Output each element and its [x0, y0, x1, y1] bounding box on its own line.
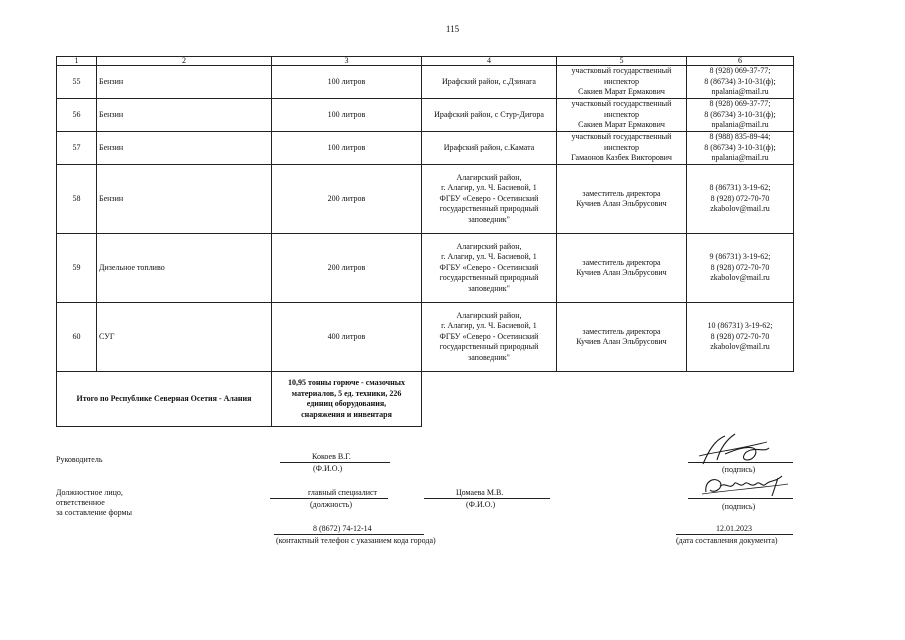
- phone-underline: [274, 534, 424, 535]
- resource-name: Бензин: [97, 132, 272, 165]
- fio-caption: (Ф.И.О.): [466, 500, 496, 509]
- resource-name: Бензин: [97, 99, 272, 132]
- column-number-row: [57, 57, 794, 66]
- responsible-person: заместитель директора Кучиев Алан Эльбрусович: [557, 303, 687, 372]
- resource-location: Алагирский район, г. Алагир, ул. Ч. Басиевой, 1 ФГБУ «Северо - Осетинский государственный природный заповедник": [422, 234, 557, 303]
- signature-image: [695, 430, 775, 470]
- resource-location: Ирафский район, с Стур-Дигора: [422, 99, 557, 132]
- empty-cell: [422, 372, 557, 427]
- resource-quantity: 100 литров: [272, 132, 422, 165]
- page-number: 115: [445, 24, 460, 34]
- table-row: [57, 303, 794, 372]
- resource-name: Бензин: [97, 165, 272, 234]
- row-number: 55: [57, 66, 97, 99]
- resource-name: Бензин: [97, 66, 272, 99]
- document-date: 12.01.2023: [716, 524, 752, 533]
- head-name: Кокоев В.Г.: [312, 452, 351, 461]
- empty-cell: [687, 372, 794, 427]
- contacts: 8 (928) 069-37-77; 8 (86734) 3-10-31(ф); npalania@mail.ru: [687, 66, 794, 99]
- row-number: 60: [57, 303, 97, 372]
- row-number: 59: [57, 234, 97, 303]
- table-row: [57, 99, 794, 132]
- resource-location: Ирафский район, с.Дзинага: [422, 66, 557, 99]
- row-number: 56: [57, 99, 97, 132]
- position: главный специалист: [308, 488, 378, 497]
- column-number: 5: [557, 57, 687, 66]
- official-name: Цомаева М.В.: [456, 488, 504, 497]
- position-underline: [270, 498, 388, 499]
- phone-caption: (контактный телефон с указанием кода города): [276, 536, 436, 545]
- resource-quantity: 400 литров: [272, 303, 422, 372]
- phone: 8 (8672) 74-12-14: [313, 524, 372, 533]
- responsible-person: участковый государственный инспектор Гамаонов Казбек Викторович: [557, 132, 687, 165]
- contacts: 9 (86731) 3-19-62; 8 (928) 072-70-70 zkabolov@mail.ru: [687, 234, 794, 303]
- date-caption: (дата составления документа): [676, 536, 778, 545]
- head-label: Руководитель: [56, 455, 103, 464]
- column-number: 1: [57, 57, 97, 66]
- resource-quantity: 100 литров: [272, 99, 422, 132]
- signature-image: [700, 472, 795, 502]
- position-caption: (должность): [310, 500, 352, 509]
- fio-caption: (Ф.И.О.): [313, 464, 343, 473]
- resource-location: Ирафский район, с.Камата: [422, 132, 557, 165]
- responsible-person: заместитель директора Кучиев Алан Эльбрусович: [557, 165, 687, 234]
- resources-table: [56, 56, 794, 427]
- signature-caption: (подпись): [722, 465, 756, 474]
- empty-cell: [557, 372, 687, 427]
- responsible-person: участковый государственный инспектор Сакиев Марат Ермакович: [557, 99, 687, 132]
- contacts: 8 (86731) 3-19-62; 8 (928) 072-70-70 zkabolov@mail.ru: [687, 165, 794, 234]
- table-row: [57, 66, 794, 99]
- column-number: 3: [272, 57, 422, 66]
- resource-quantity: 200 литров: [272, 234, 422, 303]
- total-label: Итого по Республике Северная Осетия - Алания: [57, 372, 272, 427]
- resource-name: СУГ: [97, 303, 272, 372]
- row-number: 58: [57, 165, 97, 234]
- resource-quantity: 100 литров: [272, 66, 422, 99]
- table-row: [57, 234, 794, 303]
- responsible-person: участковый государственный инспектор Сакиев Марат Ермакович: [557, 66, 687, 99]
- table-row: [57, 165, 794, 234]
- contacts: 8 (928) 069-37-77; 8 (86734) 3-10-31(ф); npalania@mail.ru: [687, 99, 794, 132]
- column-number: 2: [97, 57, 272, 66]
- head-name-underline: [280, 462, 390, 463]
- column-number: 6: [687, 57, 794, 66]
- resource-location: Алагирский район, г. Алагир, ул. Ч. Басиевой, 1 ФГБУ «Северо - Осетинский государственный природный заповедник": [422, 165, 557, 234]
- row-number: 57: [57, 132, 97, 165]
- total-value: 10,95 тонны горюче - смазочных материалов, 5 ед. техники, 226 единиц оборудования, снаряжения и инвентаря: [272, 372, 422, 427]
- resource-quantity: 200 литров: [272, 165, 422, 234]
- total-row: [57, 372, 794, 427]
- signature-caption: (подпись): [722, 502, 756, 511]
- table-row: [57, 132, 794, 165]
- contacts: 8 (988) 835-89-44; 8 (86734) 3-10-31(ф); npalania@mail.ru: [687, 132, 794, 165]
- date-underline: [676, 534, 793, 535]
- resource-name: Дизельное топливо: [97, 234, 272, 303]
- responsible-person: заместитель директора Кучиев Алан Эльбрусович: [557, 234, 687, 303]
- contacts: 10 (86731) 3-19-62; 8 (928) 072-70-70 zkabolov@mail.ru: [687, 303, 794, 372]
- column-number: 4: [422, 57, 557, 66]
- official-label: Должностное лицо, ответственное за составление формы: [56, 488, 132, 517]
- official-name-underline: [424, 498, 550, 499]
- resource-location: Алагирский район, г. Алагир, ул. Ч. Басиевой, 1 ФГБУ «Северо - Осетинский государственный природный заповедник": [422, 303, 557, 372]
